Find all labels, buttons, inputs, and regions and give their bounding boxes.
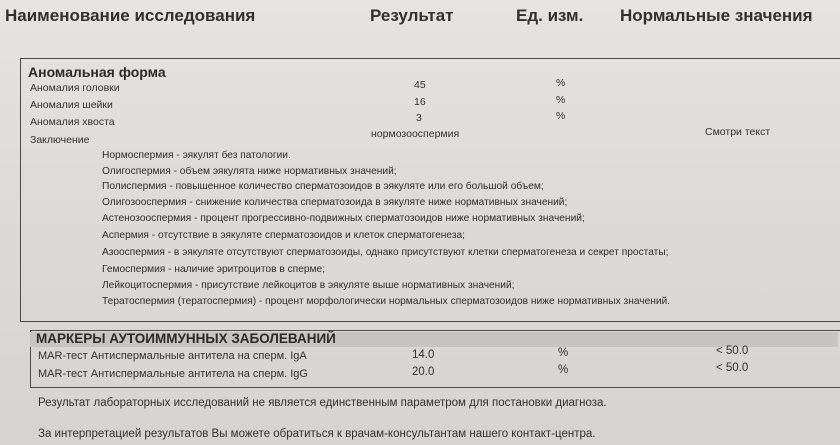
definition-item: Азооспермия - в эякуляте отсутствуют сперматозоиды, однако присутствуют клетки сперматогенеза и секрет простаты; (102, 247, 669, 258)
definition-item: Полиспермия - повышенное количество сперматозоидов в эякуляте или его большой объем; (102, 181, 544, 192)
abnormal-row-label: Аномалия головки (30, 82, 120, 94)
definition-item: Олигозооспермия - снижение количества сперматозоида в эякуляте ниже нормативных значений; (102, 197, 568, 208)
definition-item: Астенозооспермия - процент прогрессивно-подвижных сперматозоидов ниже нормативных значений; (102, 213, 585, 224)
footer-note-contact: За интерпретацией результатов Вы можете обратиться к врачам-консультантам нашего контакт-центра. (38, 428, 596, 440)
abnormal-row-value: 3 (416, 112, 422, 124)
header-unit: Ед. изм. (516, 6, 584, 25)
footer-note-diagnosis: Результат лабораторных исследований не является единственным параметром для постановки диагноза. (38, 397, 607, 409)
abnormal-row-value: 16 (414, 96, 426, 108)
definition-item: Гемоспермия - наличие эритроцитов в сперме; (102, 264, 326, 275)
abnormal-row-unit: % (556, 94, 566, 106)
marker-row-label: MAR-тест Антиспермальные антитела на сперм. IgA (38, 350, 307, 362)
abnormal-row-value: 45 (414, 79, 426, 91)
conclusion-label: Заключение (30, 134, 90, 146)
marker-row-value: 20.0 (412, 366, 435, 378)
marker-row-unit: % (558, 347, 569, 359)
header-name: Наименование исследования (5, 6, 256, 25)
abnormal-row-label: Аномалия хвоста (30, 116, 115, 128)
marker-row-norm: < 50.0 (716, 362, 749, 374)
abnormal-form-title: Аномальная форма (28, 64, 166, 80)
markers-title: МАРКЕРЫ АУТОИММУННЫХ ЗАБОЛЕВАНИЙ (36, 331, 336, 346)
marker-row-label: MAR-тест Антиспермальные антитела на сперм. IgG (38, 368, 308, 380)
definition-item: Аспермия - отсутствие в эякуляте сперматозоидов и клеток сперматогенеза; (102, 230, 466, 241)
header-norm: Нормальные значения (620, 6, 813, 25)
definition-item: Нормоспермия - эякулят без патологии. (102, 150, 291, 161)
definition-item: Олигоспермия - объем эякулята ниже нормативных значений; (102, 166, 397, 177)
header-result: Результат (370, 6, 454, 25)
conclusion-value: нормозооспермия (371, 128, 460, 140)
marker-row-value: 14.0 (412, 349, 435, 361)
marker-row-norm: < 50.0 (716, 345, 749, 357)
marker-row-unit: % (558, 364, 569, 376)
conclusion-norm: Смотри текст (705, 126, 771, 138)
abnormal-row-label: Аномалия шейки (30, 99, 113, 111)
abnormal-row-unit: % (556, 77, 566, 89)
definition-item: Тератоспермия (тератоспермия) - процент морфологически нормальных сперматозоидов ниже нормативных значений. (102, 296, 671, 307)
definition-item: Лейкоцитоспермия - присутствие лейкоцитов в эякуляте выше нормативных значений; (102, 280, 515, 291)
abnormal-row-unit: % (556, 110, 566, 122)
